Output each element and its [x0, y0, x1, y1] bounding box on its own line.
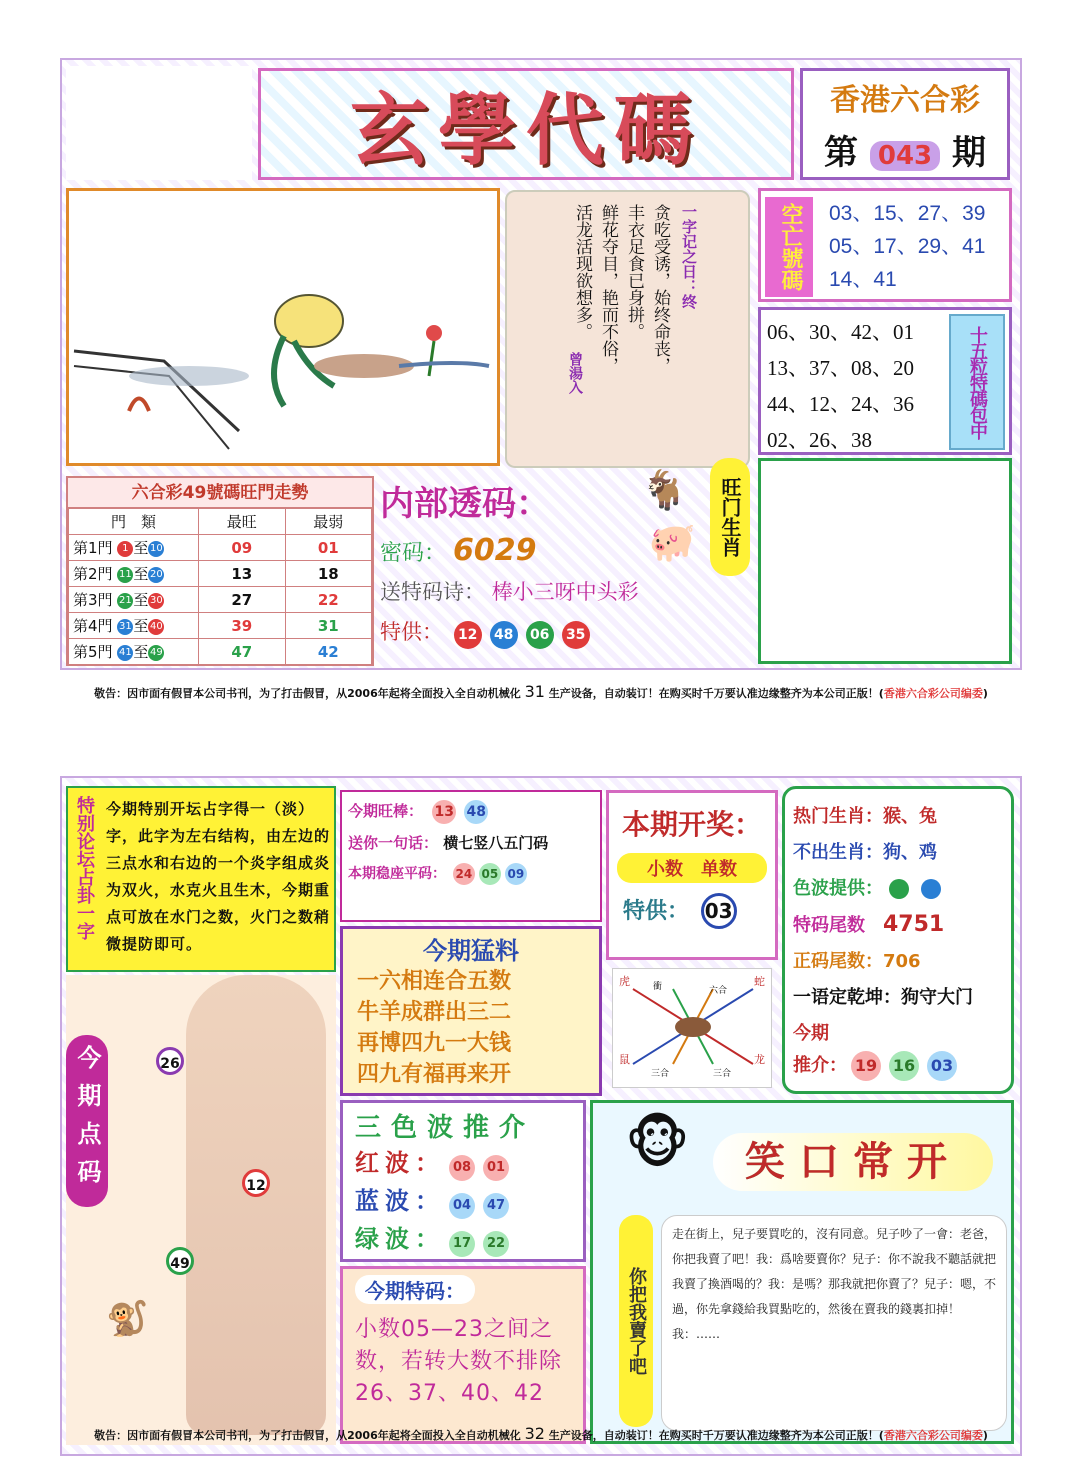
door-max: 13: [199, 561, 286, 587]
page-number: 32: [524, 1424, 545, 1443]
tema-text: 小数05—23之间之数，若转大数不排除26、37、40、42: [355, 1317, 563, 1406]
door-label: 第4門: [73, 617, 113, 635]
notice-text-2: 生产设备，自动装订！在购买时千万要认准边缘整齐为本公司正版！(: [548, 1429, 884, 1442]
issue-prefix: 第: [824, 133, 859, 173]
door-max: 47: [199, 639, 286, 665]
hot-label: 色波提供：: [793, 878, 883, 899]
yijuhua-value: 横七竖八五门码: [443, 834, 549, 852]
model-ball: 49: [166, 1247, 194, 1275]
door-joiner: 至: [133, 617, 149, 635]
monkey-money-icon: 🐵: [625, 1111, 690, 1176]
hot-label: 热门生肖：: [793, 806, 883, 827]
model-figure: [186, 975, 326, 1435]
blank-corner: [66, 66, 252, 180]
frog-illustration: [66, 188, 500, 466]
poem-label: 送特码诗：: [380, 580, 485, 604]
poem-line: [380, 576, 754, 606]
special-ball: 12: [454, 621, 482, 649]
door-table: [68, 508, 372, 665]
tuijie-label-1: 今期: [793, 1023, 829, 1044]
yijuhua-line: [348, 832, 594, 853]
yijuhua-label: 送你一句话：: [348, 834, 439, 852]
mengliao-box: [340, 926, 602, 1096]
table-row: [69, 639, 372, 665]
model-ball-12: [238, 1169, 274, 1197]
hot-value: 706: [883, 951, 921, 972]
kaijiang-special-label: 特供：: [623, 899, 690, 924]
pingma-line: [348, 863, 594, 885]
notice-page-2: [60, 1424, 1022, 1443]
issue-line: [803, 125, 1007, 174]
door-from: 11: [117, 567, 133, 583]
hot-row: [793, 980, 1003, 1016]
door-label-cell: [69, 613, 199, 639]
model-ball-26: [152, 1047, 180, 1075]
table-row: [69, 587, 372, 613]
sanse-label: 绿波：: [355, 1225, 445, 1253]
fifteen-label: 十五粒特碼包中: [949, 314, 1005, 450]
door-label: 第2門: [73, 565, 113, 583]
issue-box: [800, 68, 1010, 180]
inside-title: 内部透码：: [380, 484, 550, 524]
door-min: 22: [285, 587, 372, 613]
scroll-lines: [569, 204, 673, 454]
sanse-box: [340, 1100, 586, 1262]
hot-label: 一语定乾坤：: [793, 987, 901, 1008]
sanse-ball: 17: [449, 1231, 475, 1257]
hot-row: [793, 871, 1003, 907]
scroll-line: 丰衣足食已身拼。: [624, 204, 644, 340]
sanse-row: [355, 1144, 583, 1182]
scroll-label: 曾湯入: [567, 352, 583, 394]
wangbang-box: [340, 790, 602, 922]
door-header-cell: 最旺: [199, 509, 286, 535]
sanse-ball: 47: [483, 1193, 509, 1219]
hot-label: 特码尾数: [793, 915, 865, 936]
sanse-title: 三色波推介: [355, 1113, 536, 1143]
jinqi-label: [66, 1035, 106, 1207]
door-min: 18: [285, 561, 372, 587]
mengliao-line: 再博四九一大钱: [357, 1031, 512, 1056]
tuijie-label-2: 推介：: [793, 1055, 847, 1076]
brand-label: 香港六合彩: [830, 83, 980, 118]
door-label-cell: [69, 587, 199, 613]
poem-scroll: [505, 190, 750, 468]
hot-row: [793, 835, 1003, 871]
mengliao-title: 今期猛料: [423, 937, 519, 965]
empty-box: [758, 458, 1012, 664]
tuijie-ball: 19: [851, 1051, 881, 1081]
kongwang-list: [829, 197, 985, 296]
door-max: 09: [199, 535, 286, 561]
kongwang-box: [758, 188, 1012, 302]
tema-title: 今期特码：: [355, 1275, 475, 1304]
sanse-rows: [343, 1144, 583, 1258]
door-joiner: 至: [133, 539, 149, 557]
hot-value: 猴、兔: [883, 806, 937, 827]
scroll-line: 鲜花夺目，艳而不俗，: [598, 204, 618, 374]
pingma-ball: 05: [479, 863, 501, 885]
hot-list: [785, 789, 1011, 1094]
bo-dot: [921, 879, 941, 899]
joke-text: 走在街上，兒子要買吃的，沒有同意。兒子吵了一會：老爸，你把我賣了吧！我：爲啥要賣你？兒子：你不說我不聽話就把我賣了換酒喝的？我：是嗎？那我就把你賣了？兒子：嗯，不過，你先拿錢給我買點吃的，然後在賣我的錢裏扣掉！我：……: [661, 1215, 1007, 1431]
special-ball: 48: [490, 621, 518, 649]
door-from: 41: [117, 645, 133, 661]
door-label-cell: [69, 639, 199, 665]
sanse-row: [355, 1220, 583, 1258]
mengliao-line: 牛羊成群出三二: [357, 1000, 512, 1025]
tuijie-ball: 03: [927, 1051, 957, 1081]
hot-value: 狗、鸡: [883, 842, 937, 863]
door-to: 49: [148, 645, 164, 661]
door-label: 第1門: [73, 539, 113, 557]
sanse-row: [355, 1182, 583, 1220]
door-from: 21: [117, 593, 133, 609]
tuijie-ball: 16: [889, 1051, 919, 1081]
notice-end: ): [982, 687, 988, 700]
hot-box: [782, 786, 1014, 1094]
wangbang-line: [348, 800, 594, 824]
table-row: [69, 561, 372, 587]
jinqi-text: 今期点码: [66, 1035, 108, 1207]
door-header-cell: 門 類: [69, 509, 199, 535]
kongwang-row: 03、15、27、39: [829, 202, 986, 225]
hot-label: 正码尾数：: [793, 951, 883, 972]
tuijie-row: [793, 1048, 1003, 1084]
issue-suffix: 期: [951, 133, 986, 173]
wangbang-ball: 48: [464, 800, 488, 824]
compass-label: 三合: [651, 1069, 670, 1079]
scroll-heading: 一字记之日：终: [680, 204, 698, 309]
frog-drawing: [69, 191, 497, 463]
fifteen-row: 44、12、24、36: [767, 392, 914, 416]
door-table-header: [69, 509, 372, 535]
kaijiang-tag: 单数: [701, 859, 737, 880]
tema-box: [340, 1266, 586, 1444]
sanse-ball: 01: [483, 1155, 509, 1181]
pingma-ball: 09: [505, 863, 527, 885]
special-ball: 06: [526, 621, 554, 649]
door-label-cell: [69, 535, 199, 561]
compass-label: 龙: [754, 1053, 765, 1066]
door-label: 第5門: [73, 643, 113, 661]
notice-tag: 香港六合彩公司编委: [883, 1429, 983, 1442]
door-min: 01: [285, 535, 372, 561]
special-label: 特供：: [380, 620, 443, 644]
sanse-ball: 08: [449, 1155, 475, 1181]
wangbang-ball: 13: [432, 800, 456, 824]
compass-arrows: [613, 969, 771, 1087]
sanse-label: 蓝波：: [355, 1187, 445, 1215]
door-joiner: 至: [133, 565, 149, 583]
model-box: [66, 975, 336, 1445]
compass-label: 三合: [713, 1069, 732, 1079]
door-from: 31: [117, 619, 133, 635]
issue-number: 043: [870, 141, 940, 171]
door-to: 30: [148, 593, 164, 609]
page-number: 31: [524, 682, 545, 701]
door-label: 第3門: [73, 591, 113, 609]
door-table-box: [66, 476, 374, 666]
hot-row: [793, 907, 1003, 944]
fifteen-list: [767, 314, 914, 458]
sanse-label: 红波：: [355, 1149, 445, 1177]
fifteen-box: [758, 307, 1012, 455]
notice-text-2: 生产设备，自动装订！在购买时千万要认准边缘整齐为本公司正版！(: [548, 687, 884, 700]
kaijiang-tags: [617, 853, 767, 883]
kaijiang-box: [606, 790, 778, 960]
page-title: 玄學代碼: [258, 68, 794, 180]
mengliao-lines: [343, 966, 599, 1090]
hot-row: [793, 799, 1003, 835]
notice-page-1: [60, 682, 1022, 701]
fifteen-row: 06、30、42、01: [767, 320, 914, 344]
door-to: 20: [148, 567, 164, 583]
model-ball: 12: [242, 1169, 270, 1197]
door-joiner: 至: [133, 591, 149, 609]
bo-dot: [889, 879, 909, 899]
door-max: 27: [199, 587, 286, 613]
kongwang-row: 05、17、29、41: [829, 235, 986, 258]
code-value: 6029: [453, 533, 537, 568]
pingma-ball: 24: [453, 863, 475, 885]
poem-value: 棒小三呀中头彩: [491, 580, 639, 604]
forum-box: [66, 786, 336, 972]
compass-label: 虎: [619, 975, 630, 988]
special-ball: 35: [562, 621, 590, 649]
hot-label: 不出生肖：: [793, 842, 883, 863]
kaijiang-special-ball: 03: [701, 893, 737, 929]
hot-value: 4751: [883, 912, 945, 937]
hot-row: [793, 944, 1003, 980]
compass-label: 六合: [709, 986, 728, 996]
inside-code-box: [380, 468, 754, 666]
bo-dots: [883, 878, 947, 899]
hot-value: 狗守大门: [901, 987, 973, 1008]
fifteen-row: 02、26、38: [767, 428, 872, 452]
table-row: [69, 613, 372, 639]
mengliao-line: 四九有福再来开: [357, 1062, 512, 1087]
scroll-line: 活龙活现欲想多。: [572, 204, 592, 340]
kaijiang-tag: 小数: [647, 859, 683, 880]
door-label-cell: [69, 561, 199, 587]
compass-label: 蛇: [754, 975, 765, 988]
zodiac-compass: [612, 968, 772, 1088]
wangmen-tag: 旺门生肖: [710, 458, 750, 576]
code-line: [380, 533, 754, 568]
fifteen-row: 13、37、08、20: [767, 356, 914, 380]
forum-text: 今期特别开坛占字得一（淡）字，此字为左右结构，由左边的三点水和右边的一个炎字组成炎为双火，水克火且生木，今期重点可放在水门之数，火门之数稍微提防即可。: [106, 800, 331, 953]
kongwang-row: 14、41: [829, 268, 897, 291]
notice-end: ): [982, 1429, 988, 1442]
door-joiner: 至: [133, 643, 149, 661]
door-to: 40: [148, 619, 164, 635]
door-to: 10: [148, 541, 164, 557]
joke-title-text: 笑口常开: [745, 1139, 961, 1185]
model-ball-49: [162, 1247, 198, 1275]
notice-text: 敬告：因市面有假冒本公司书刊，为了打击假冒，从2006年起将全面投入全自动机械化: [94, 687, 521, 700]
pingma-label: 本期稳座平码：: [348, 866, 446, 882]
mengliao-line: 一六相连合五数: [357, 969, 512, 994]
door-table-title: 六合彩49號碼旺門走勢: [68, 478, 372, 508]
forum-label: 特别论坛占卦一字: [74, 796, 95, 940]
goat-icon: 🐐: [640, 468, 688, 512]
table-row: [69, 535, 372, 561]
door-min: 42: [285, 639, 372, 665]
notice-text: 敬告：因市面有假冒本公司书刊，为了打击假冒，从2006年起将全面投入全自动机械化: [94, 1429, 521, 1442]
sanse-ball: 04: [449, 1193, 475, 1219]
kaijiang-title: 本期开奖：: [621, 808, 762, 841]
kongwang-label: 空亡號碼: [765, 197, 813, 297]
sanse-ball: 22: [483, 1231, 509, 1257]
special-line: [380, 616, 754, 649]
joke-box: [590, 1100, 1014, 1444]
compass-label: 衝: [653, 982, 663, 992]
door-header-cell: 最弱: [285, 509, 372, 535]
model-ball: 26: [156, 1047, 184, 1075]
notice-tag: 香港六合彩公司编委: [883, 687, 983, 700]
kaijiang-special-line: [623, 893, 775, 929]
door-from: 1: [117, 541, 133, 557]
wangbang-label: 今期旺棒：: [348, 802, 424, 820]
pig-icon: 🐖: [648, 520, 696, 564]
joke-side-label: 你把我賣了吧: [619, 1215, 653, 1427]
joke-title: [713, 1133, 993, 1191]
compass-label: 鼠: [619, 1053, 630, 1066]
scroll-line: 贪吃受诱，始终命丧，: [650, 204, 670, 374]
code-label: 密码：: [380, 541, 447, 566]
monkey-icon: 🐒: [106, 1299, 149, 1339]
door-max: 39: [199, 613, 286, 639]
door-min: 31: [285, 613, 372, 639]
